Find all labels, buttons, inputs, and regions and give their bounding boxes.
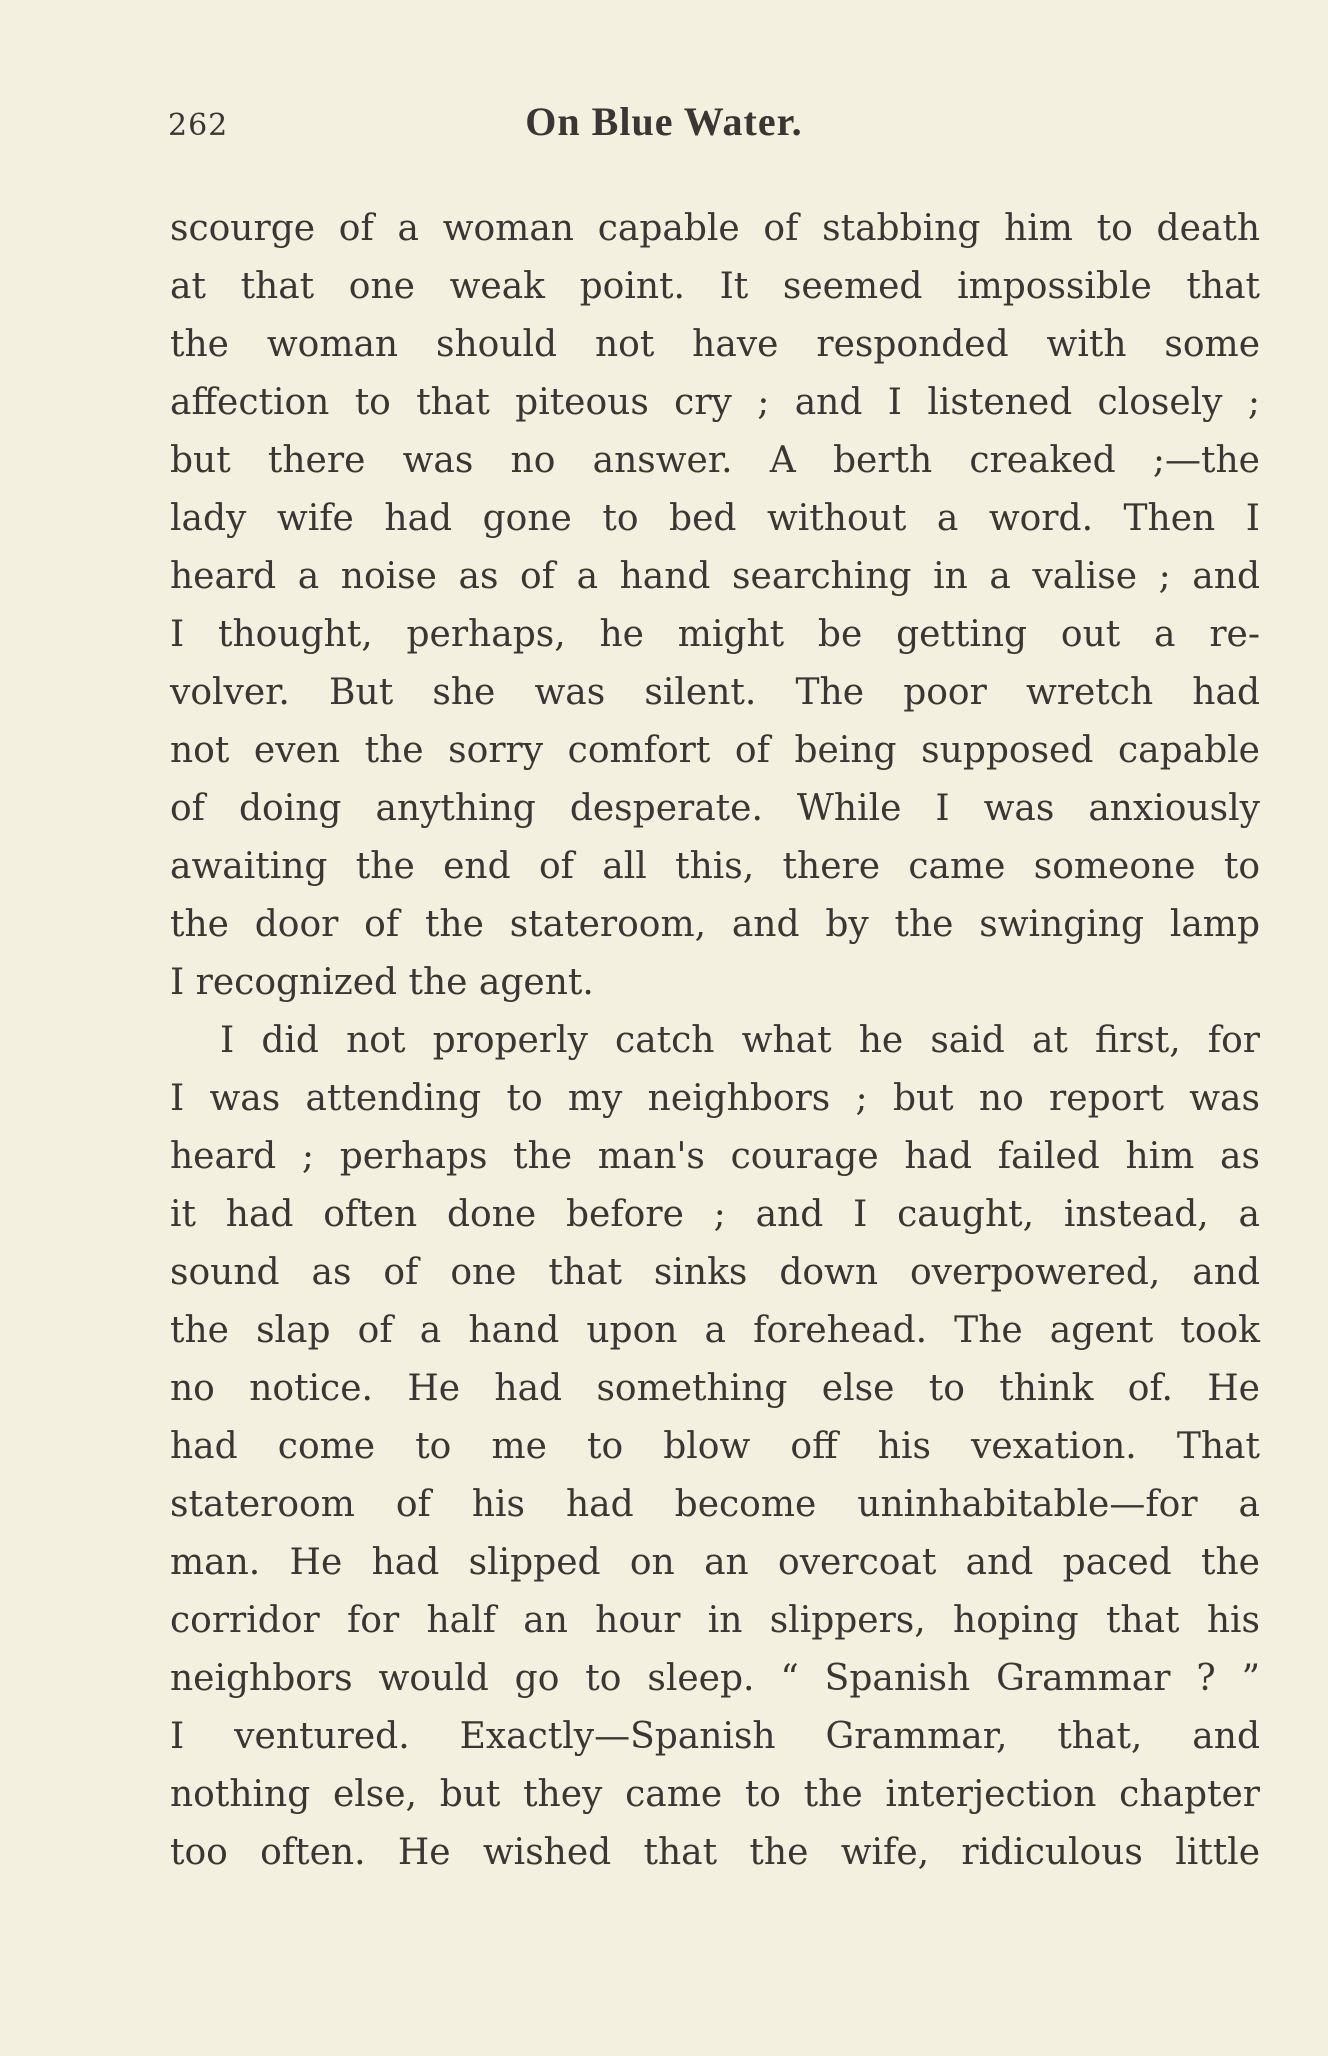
text-line: heard ; perhaps the man's courage had failed him as <box>170 1136 1260 1177</box>
text-line: but there was no answer. A berth creaked ;—the <box>170 440 1260 481</box>
text-line: the woman should not have responded with some <box>170 324 1260 365</box>
text-line: I was attending to my neighbors ; but no report was <box>170 1078 1260 1119</box>
text-line: of doing anything desperate. While I was anxiously <box>170 788 1260 829</box>
text-line: sound as of one that sinks down overpowered, and <box>170 1252 1260 1293</box>
text-line: not even the sorry comfort of being supposed capable <box>170 730 1260 771</box>
text-line: awaiting the end of all this, there came someone to <box>170 846 1260 887</box>
running-head-title: On Blue Water. <box>525 99 803 144</box>
page-number: 262 <box>168 108 229 143</box>
text-line: the slap of a hand upon a forehead. The agent took <box>170 1310 1260 1351</box>
text-line: affection to that piteous cry ; and I listened closely ; <box>170 382 1260 423</box>
text-line: lady wife had gone to bed without a word. Then I <box>170 498 1260 539</box>
text-line: I ventured. Exactly—Spanish Grammar, that, and <box>170 1716 1260 1757</box>
text-line: too often. He wished that the wife, ridiculous little <box>170 1832 1260 1873</box>
body-text <box>170 200 1260 1882</box>
text-line: it had often done before ; and I caught, instead, a <box>170 1194 1260 1235</box>
text-line: the door of the stateroom, and by the swinging lamp <box>170 904 1260 945</box>
text-line: corridor for half an hour in slippers, hoping that his <box>170 1600 1260 1641</box>
text-line: no notice. He had something else to think of. He <box>170 1368 1260 1409</box>
text-line: man. He had slipped on an overcoat and paced the <box>170 1542 1260 1583</box>
text-line: at that one weak point. It seemed impossible that <box>170 266 1260 307</box>
text-line: I thought, perhaps, he might be getting out a re- <box>170 614 1260 655</box>
text-line: nothing else, but they came to the interjection chapter <box>170 1774 1260 1815</box>
text-line: volver. But she was silent. The poor wretch had <box>170 672 1260 713</box>
text-line: had come to me to blow off his vexation. That <box>170 1426 1260 1467</box>
text-line: scourge of a woman capable of stabbing him to death <box>170 208 1260 249</box>
text-line: heard a noise as of a hand searching in a valise ; and <box>170 556 1260 597</box>
text-line: stateroom of his had become uninhabitable—for a <box>170 1484 1260 1525</box>
text-line: neighbors would go to sleep. “ Spanish Grammar ? ” <box>170 1658 1260 1699</box>
text-line: I did not properly catch what he said at first, for <box>220 1020 1260 1061</box>
text-line: I recognized the agent. <box>170 962 594 1003</box>
